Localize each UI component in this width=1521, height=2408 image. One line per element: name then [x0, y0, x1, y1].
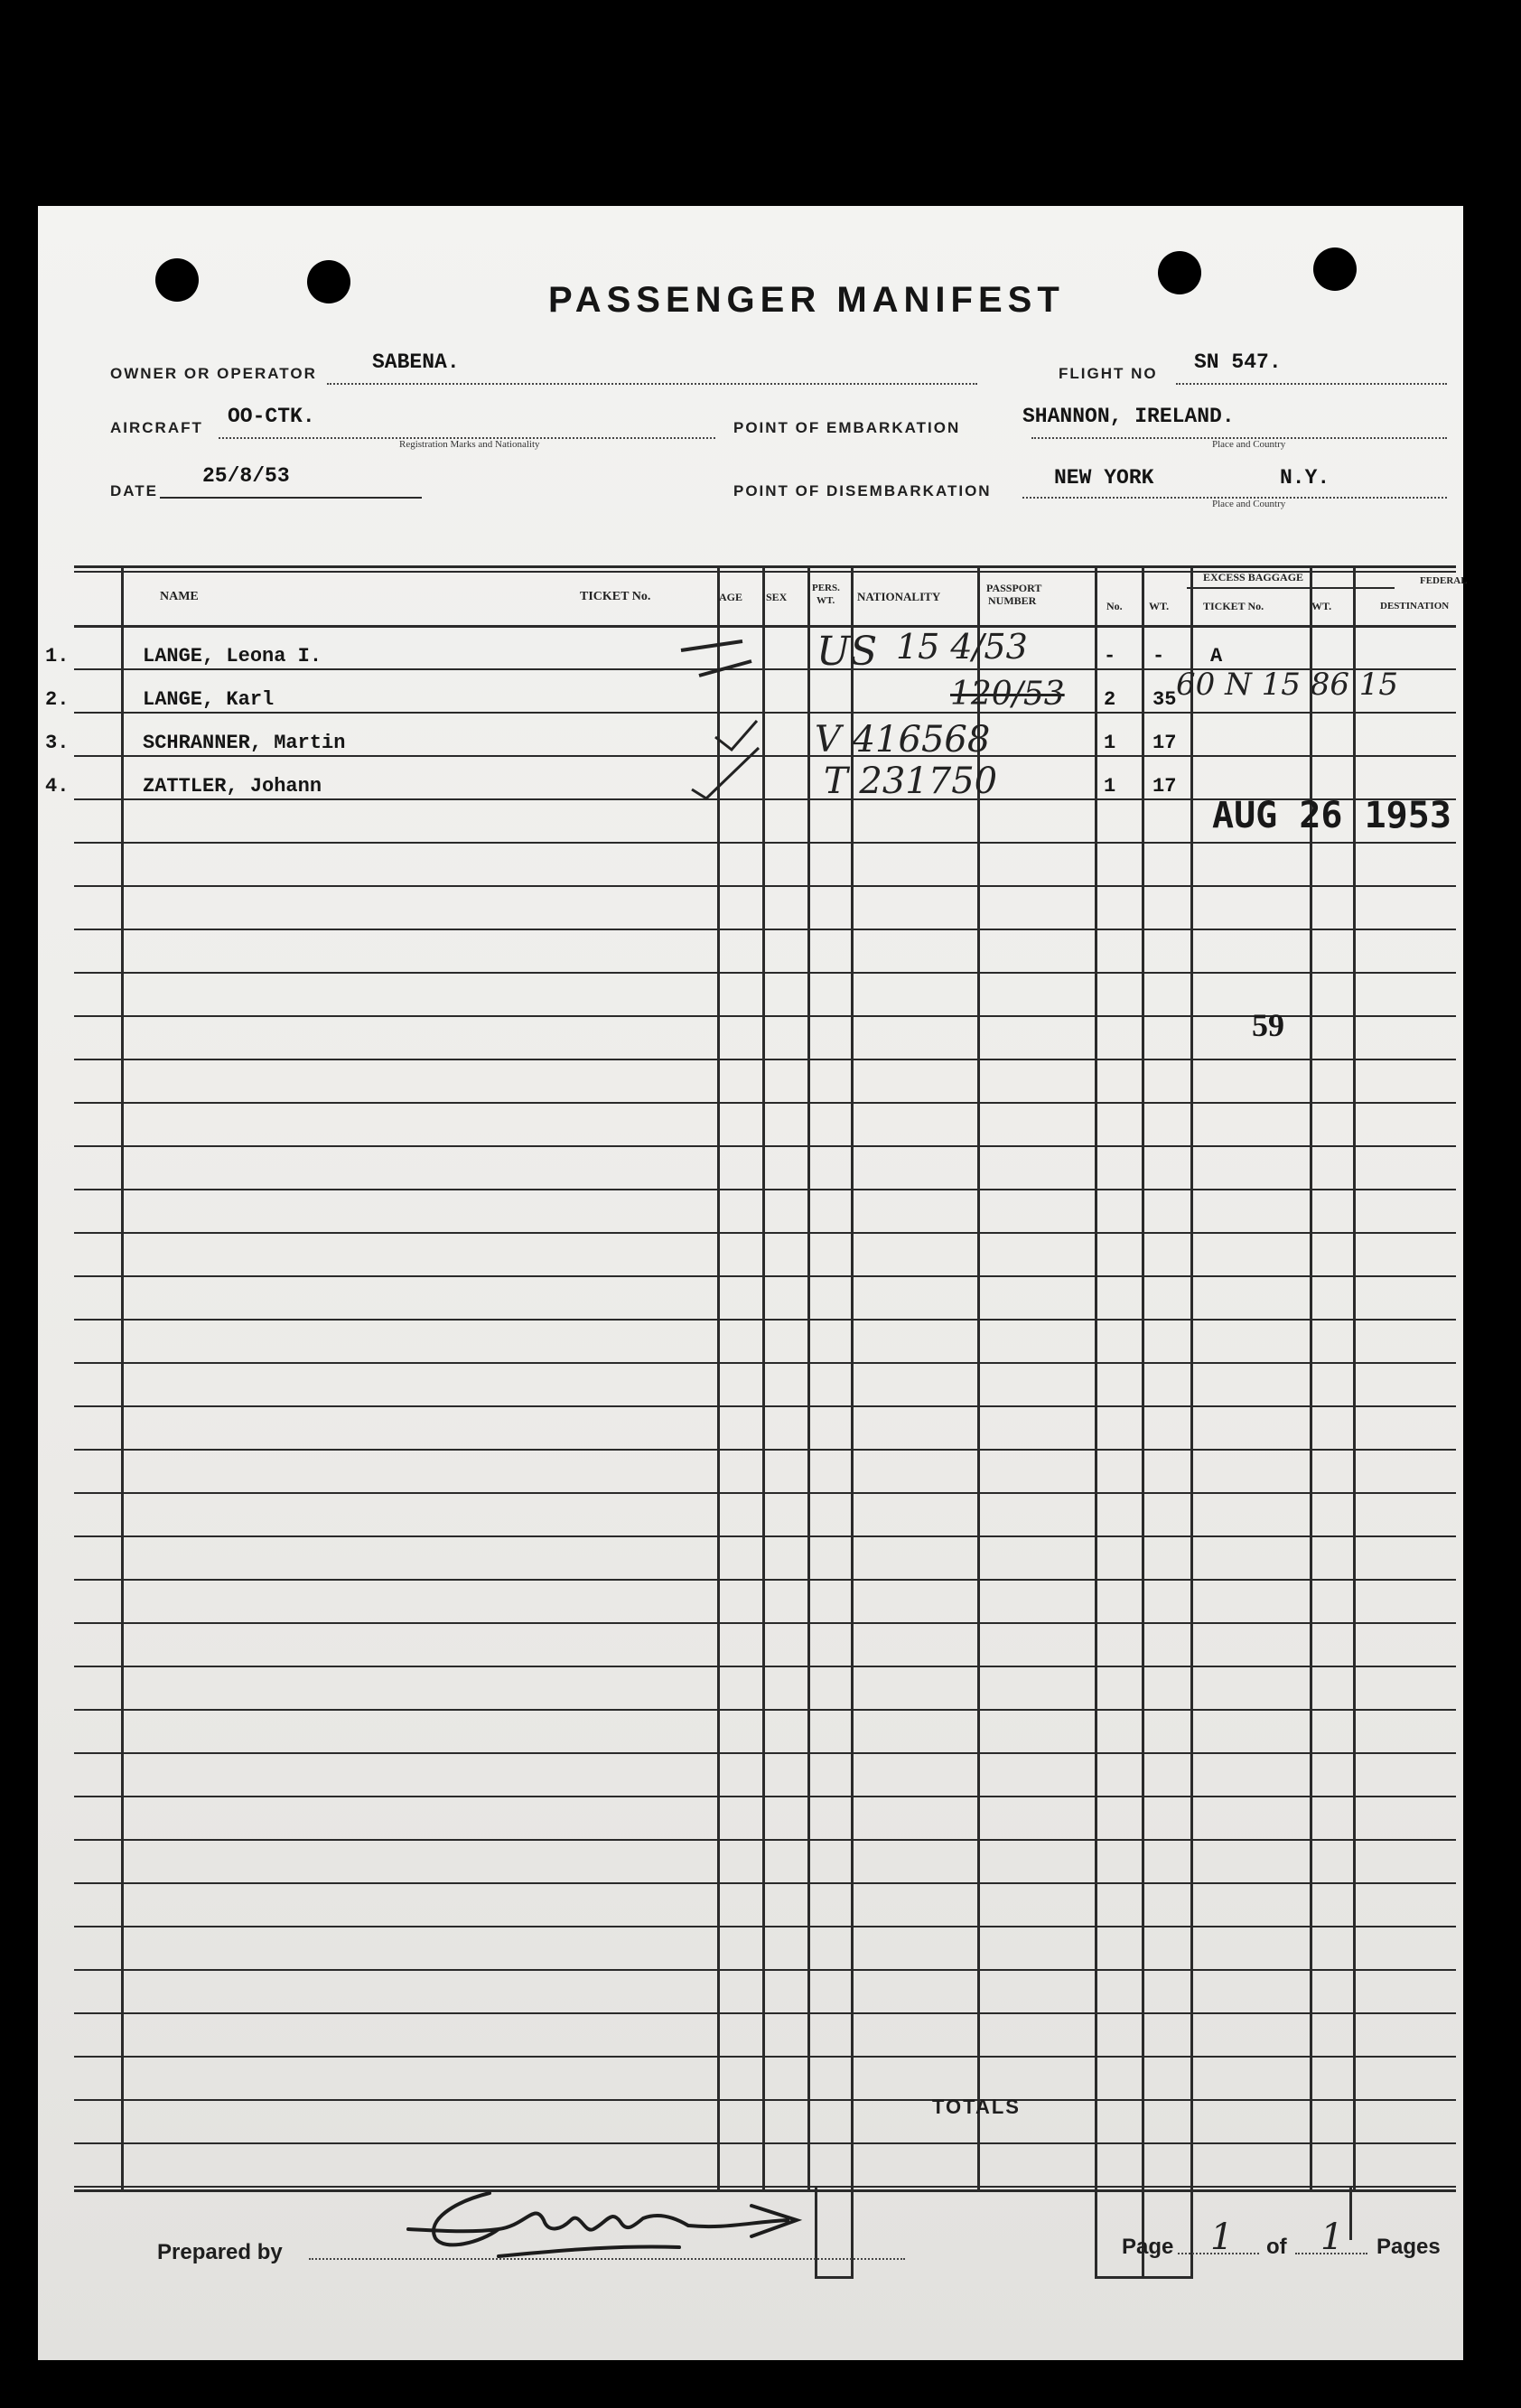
table-row-rule [74, 1059, 1456, 1060]
col-header-nationality: NATIONALITY [857, 590, 941, 603]
col-header-name: NAME [160, 590, 199, 603]
row-4-passport-hw: T 231750 [824, 761, 998, 802]
row-2-name: LANGE, Karl [143, 688, 275, 711]
row-2-excess-hw: 60 N 15 86 15 [1176, 667, 1399, 703]
col-header-excess: EXCESS BAGGAGE [1203, 571, 1304, 583]
table-header-rule [74, 625, 1456, 628]
table-row-rule [74, 2056, 1456, 2058]
embark-note: Place and Country [1212, 439, 1286, 450]
row-3-passport-hw: V 416568 [815, 719, 991, 761]
totals-box-bottom [815, 2276, 854, 2279]
aircraft-note: Registration Marks and Nationality [399, 439, 540, 450]
table-row-rule [74, 2012, 1456, 2014]
col-header-pers-wt-1: PERS. [812, 583, 840, 593]
date-stamp: AUG 26 1953 [1212, 795, 1451, 836]
table-row-rule [74, 1579, 1456, 1581]
table-row-rule [74, 1752, 1456, 1754]
col-header-pers-wt-2: WT. [816, 595, 835, 606]
col-header-sex: SEX [766, 591, 788, 603]
flight-line [1176, 383, 1447, 385]
table-row-rule [74, 1102, 1456, 1104]
col-header-wt: WT. [1149, 600, 1170, 612]
table-row-rule [74, 1405, 1456, 1407]
table-column-rule [851, 565, 854, 2191]
disembark-city: NEW YORK [1054, 466, 1154, 490]
owner-label: OWNER OR OPERATOR [110, 365, 317, 382]
flight-label: FLIGHT NO [1059, 365, 1158, 382]
table-row-rule [74, 842, 1456, 844]
table-column-rule [1190, 565, 1193, 2191]
flight-value: SN 547. [1194, 350, 1282, 374]
col-header-no: No. [1106, 600, 1123, 612]
table-row-rule [74, 1882, 1456, 1884]
row-1-nationality-hw: US [816, 629, 878, 675]
col-header-passport-1: PASSPORT [986, 582, 1042, 594]
table-row-rule [74, 972, 1456, 974]
row-2-bag-no: 2 [1104, 688, 1116, 711]
table-row-rule [74, 1015, 1456, 1017]
embark-label: POINT OF EMBARKATION [733, 419, 961, 436]
page-num-hw: 1 [1210, 2217, 1234, 2258]
totals-box-bottom [1095, 2276, 1144, 2279]
table-row-rule [74, 1362, 1456, 1364]
punch-hole-3 [1158, 251, 1201, 294]
document-title: PASSENGER MANIFEST [548, 280, 1065, 320]
table-column-rule [1142, 565, 1144, 2191]
table-row-rule [74, 1926, 1456, 1927]
owner-line [327, 383, 977, 385]
row-2-bag-wt: 35 [1152, 688, 1177, 711]
date-line [160, 497, 422, 499]
totals-box-side [1349, 2186, 1352, 2240]
totals-box-bottom [1142, 2276, 1193, 2279]
totals-box-side [851, 2186, 854, 2278]
disembark-state: N.Y. [1280, 466, 1330, 490]
aircraft-value: OO-CTK. [228, 405, 315, 428]
disembark-label: POINT OF DISEMBARKATION [733, 482, 992, 499]
prepared-label: Prepared by [157, 2240, 283, 2264]
row-1-passport-hw: 15 4/53 [896, 627, 1028, 667]
table-row-rule [74, 885, 1456, 887]
col-header-eb-ticket: TICKET No. [1203, 600, 1264, 612]
punch-hole-4 [1313, 247, 1357, 291]
punch-hole-1 [155, 258, 199, 302]
col-header-eb-wt: WT. [1311, 600, 1332, 612]
row-4-number: 4. [45, 775, 70, 798]
table-row-rule [74, 2142, 1456, 2144]
page-stamp: 59 [1252, 1007, 1284, 1043]
table-row-rule [74, 1839, 1456, 1841]
row-1-number: 1. [45, 645, 70, 667]
totals-box-side [1142, 2186, 1144, 2278]
punch-hole-2 [307, 260, 350, 303]
pages-total-hw: 1 [1320, 2217, 1344, 2258]
totals-box-side [1095, 2186, 1097, 2278]
table-row-rule [74, 1622, 1456, 1624]
col-header-passport-2: NUMBER [988, 594, 1037, 607]
date-label: DATE [110, 482, 159, 499]
row-3-number: 3. [45, 732, 70, 754]
page-label: Page [1122, 2235, 1174, 2259]
table-row-rule [74, 1275, 1456, 1277]
row-2-number: 2. [45, 688, 70, 711]
row-1-eb-ticket: A [1210, 645, 1223, 667]
table-row-rule [74, 1535, 1456, 1537]
col-header-age: AGE [719, 591, 743, 603]
table-column-rule [121, 565, 124, 2191]
row-4-name: ZATTLER, Johann [143, 775, 322, 798]
row-3-name: SCHRANNER, Martin [143, 732, 346, 754]
totals-label: TOTALS [932, 2095, 1021, 2118]
aircraft-label: AIRCRAFT [110, 419, 203, 436]
row-3-bag-no: 1 [1104, 732, 1116, 754]
date-value: 25/8/53 [202, 464, 290, 488]
table-top-rule [74, 565, 1456, 568]
table-row-rule [74, 2099, 1456, 2101]
table-row-rule [74, 1189, 1456, 1190]
table-row-rule [74, 929, 1456, 930]
table-row-rule [74, 1492, 1456, 1494]
owner-value: SABENA. [372, 350, 460, 374]
col-header-ticket: TICKET No. [580, 590, 651, 603]
table-row-rule [74, 1796, 1456, 1797]
row-4-bag-wt: 17 [1152, 775, 1177, 798]
table-row-rule [74, 1145, 1456, 1147]
table-row-rule [74, 1319, 1456, 1321]
table-column-rule [977, 565, 980, 2191]
table-row-rule [74, 1969, 1456, 1971]
embark-value: SHANNON, IRELAND. [1022, 405, 1235, 428]
table-row-rule [74, 1709, 1456, 1711]
of-label: of [1266, 2235, 1287, 2259]
row-4-bag-no: 1 [1104, 775, 1116, 798]
col-header-destination: DESTINATION [1380, 601, 1450, 611]
col-header-federal: FEDERAL [1420, 575, 1468, 586]
table-column-rule [1095, 565, 1097, 2191]
table-row-rule [74, 1449, 1456, 1451]
row-1-name: LANGE, Leona I. [143, 645, 322, 667]
table-row-rule [74, 1666, 1456, 1667]
manifest-sheet [38, 206, 1468, 2360]
pages-label: Pages [1376, 2235, 1441, 2259]
row-2-passport-hw: 120/53 [950, 676, 1065, 713]
disembark-note: Place and Country [1212, 499, 1286, 509]
totals-box-side [1190, 2186, 1193, 2278]
row-1-bag-wt: - [1152, 645, 1165, 667]
excess-sub-rule [1187, 587, 1395, 589]
table-row-rule [74, 1232, 1456, 1234]
row-3-bag-wt: 17 [1152, 732, 1177, 754]
signature-icon [390, 2166, 842, 2265]
row-1-bag-no: - [1104, 645, 1116, 667]
